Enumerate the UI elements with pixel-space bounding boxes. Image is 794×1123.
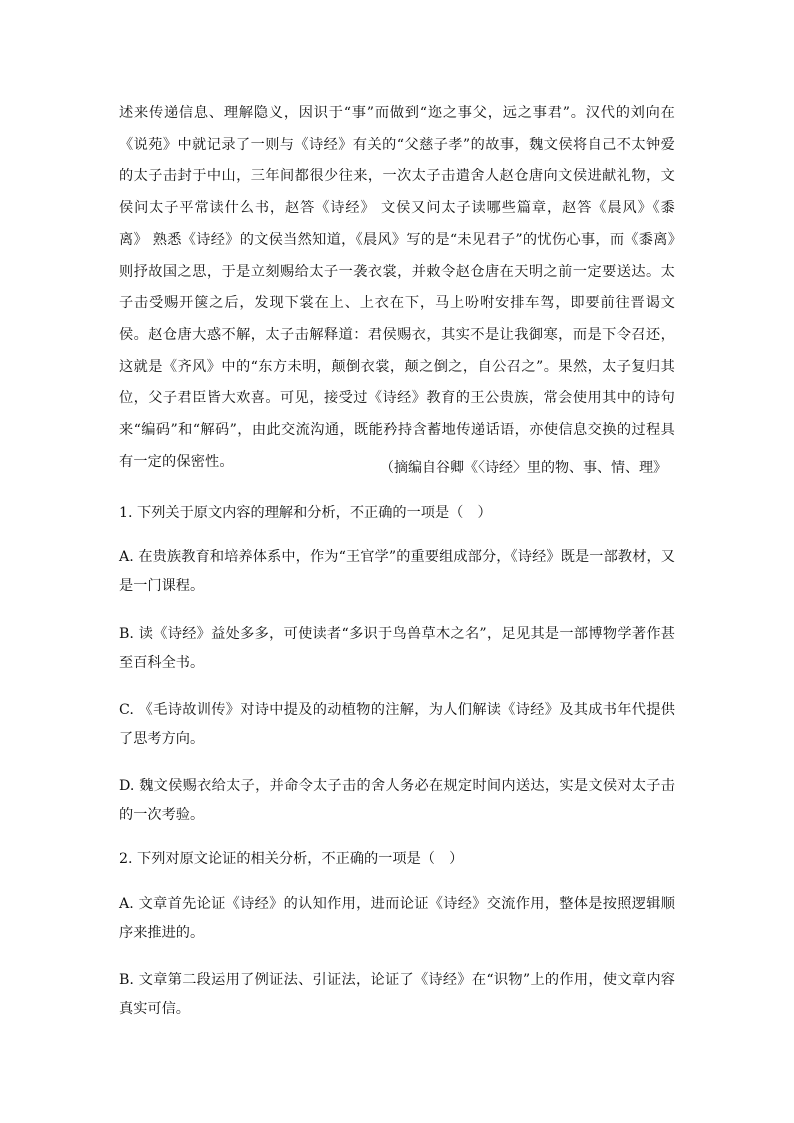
question-1-stem: 1. 下列关于原文内容的理解和分析，不正确的一项是（ ） bbox=[119, 505, 492, 521]
question-1-option-b: B. 读《诗经》益处多多，可使读者“多识于鸟兽草木之名”，足见其是一部博物学著作甚至百科全书。 bbox=[119, 626, 675, 671]
question-2-stem: 2. 下列对原文论证的相关分析，不正确的一项是（ ） bbox=[119, 851, 464, 867]
passage-paragraph: 述来传递信息、理解隐义，因识于“事”而做到“迩之事父，远之事君”。汉代的刘向在《说苑》中就记录了一则与《诗经》有关的“父慈子孝”的故事，魏文侯将自己不太钟爱的太子击封于中山，三年间都很少往来，一次太子击遣舍人赵仓唐向文侯进献礼物，文侯问太子平常读什么书，赵答《诗经》 文侯又问太子读哪些篇章，赵答《晨风》《黍离》 熟悉《诗经》的文侯当然知道，《晨风》写的是“未见君子”的忧伤心事，而《黍离》则抒故国之思，于是立刻赐给太子一袭衣裳，并敕令赵仓唐在天明之前一定要送达。太子击受赐开箧之后，发现下裳在上、上衣在下，马上吩咐安排车驾，即要前往晋谒文侯。赵仓唐大惑不解，太子击解释道：君侯赐衣，其实不是让我御寒，而是下令召还，这就是《齐风》中的“东方未明，颠倒衣裳，颠之倒之，自公召之”。果然，太子复归其位，父子君臣皆大欢喜。可见，接受过《诗经》教育的王公贵族，常会使用其中的诗句来“编码”和“解码”，由此交流沟通，既能矜持含蓄地传递话语，亦使信息交换的过程具有一定的保密性。 bbox=[119, 105, 675, 470]
question-2-option-a: A. 文章首先论证《诗经》的认知作用，进而论证《诗经》交流作用，整体是按照逻辑顺序来推进的。 bbox=[119, 896, 675, 941]
source-citation: （摘编自谷卿《〈诗经〉里的物、事、情、理》 bbox=[380, 460, 667, 476]
question-1-option-a: A. 在贵族教育和培养体系中，作为“王官学”的重要组成部分，《诗经》既是一部教材，又是一门课程。 bbox=[119, 549, 675, 594]
question-1-option-c: C. 《毛诗故训传》对诗中提及的动植物的注解，为人们解读《诗经》及其成书年代提供了思考方向。 bbox=[119, 702, 675, 747]
question-1-option-d: D. 魏文侯赐衣给太子，并命令太子击的舍人务必在规定时间内送达，实是文侯对太子击的一次考验。 bbox=[119, 778, 675, 823]
question-2-option-b: B. 文章第二段运用了例证法、引证法，论证了《诗经》在“识物”上的作用，使文章内容真实可信。 bbox=[119, 972, 675, 1017]
